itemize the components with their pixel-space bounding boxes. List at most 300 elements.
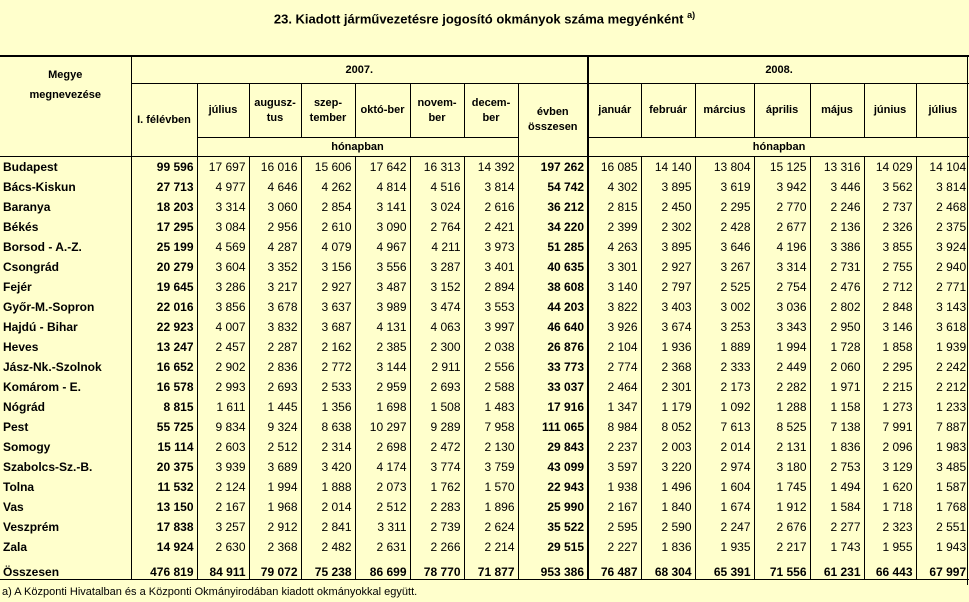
header-2008-month: május [810, 84, 864, 138]
value-cell: 1 955 [864, 537, 916, 557]
value-cell: 16 578 [131, 377, 197, 397]
value-cell: 13 316 [810, 157, 864, 178]
value-cell: 1 587 [916, 477, 969, 497]
value-cell: 1 768 [916, 497, 969, 517]
value-cell: 33 773 [518, 357, 588, 377]
value-cell: 2 300 [410, 337, 464, 357]
value-cell: 2 124 [197, 477, 249, 497]
value-cell: 1 971 [810, 377, 864, 397]
value-cell: 3 311 [355, 517, 410, 537]
value-cell: 1 896 [464, 497, 518, 517]
county-name-cell: Összesen [0, 557, 131, 580]
value-cell: 17 642 [355, 157, 410, 178]
value-cell: 3 090 [355, 217, 410, 237]
value-cell: 1 356 [301, 397, 355, 417]
value-cell: 2 173 [695, 377, 754, 397]
value-cell: 16 652 [131, 357, 197, 377]
value-cell: 2 512 [355, 497, 410, 517]
value-cell: 1 994 [754, 337, 810, 357]
table-header [0, 56, 969, 157]
table-row [0, 317, 969, 337]
value-cell: 2 326 [864, 217, 916, 237]
value-cell: 1 836 [641, 537, 695, 557]
value-cell: 3 314 [754, 257, 810, 277]
value-cell: 16 313 [410, 157, 464, 178]
value-cell: 2 693 [410, 377, 464, 397]
value-cell: 3 619 [695, 177, 754, 197]
value-cell: 67 997 [916, 557, 969, 580]
value-cell: 2 096 [864, 437, 916, 457]
table-row [0, 537, 969, 557]
value-cell: 2 421 [464, 217, 518, 237]
value-cell: 2 136 [810, 217, 864, 237]
value-cell: 2 677 [754, 217, 810, 237]
value-cell: 2 162 [301, 337, 355, 357]
value-cell: 17 697 [197, 157, 249, 178]
county-name-cell: Győr-M.-Sopron [3, 300, 95, 314]
value-cell: 2 616 [464, 197, 518, 217]
title-text: 23. Kiadott járművezetésre jogosító okmányok száma megyénként [273, 11, 684, 27]
value-cell: 2 772 [301, 357, 355, 377]
value-cell: 1 179 [641, 397, 695, 417]
value-cell: 3 129 [864, 457, 916, 477]
value-cell: 17 916 [518, 397, 588, 417]
value-cell: 3 343 [754, 317, 810, 337]
value-cell: 20 279 [131, 257, 197, 277]
county-name-cell: Vas [3, 500, 24, 514]
value-cell: 2 038 [464, 337, 518, 357]
value-cell: 2 912 [249, 517, 301, 537]
value-cell: 16 085 [588, 157, 641, 178]
value-cell: 17 295 [131, 217, 197, 237]
county-name-cell: Pest [3, 420, 29, 434]
value-cell: 1 983 [916, 437, 969, 457]
value-cell: 1 508 [410, 397, 464, 417]
value-cell: 13 247 [131, 337, 197, 357]
value-cell: 2 698 [355, 437, 410, 457]
value-cell: 29 515 [518, 537, 588, 557]
value-cell: 3 352 [249, 257, 301, 277]
value-cell: 111 065 [518, 417, 588, 437]
value-cell: 4 174 [355, 457, 410, 477]
table-row [0, 177, 969, 197]
value-cell: 2 003 [641, 437, 695, 457]
value-cell: 4 196 [754, 237, 810, 257]
header-megye-line1: Megye [48, 69, 83, 81]
table-row [0, 297, 969, 317]
value-cell: 15 114 [131, 437, 197, 457]
value-cell: 2 841 [301, 517, 355, 537]
value-cell: 1 273 [864, 397, 916, 417]
value-cell: 1 840 [641, 497, 695, 517]
value-cell: 3 143 [916, 297, 969, 317]
value-cell: 2 399 [588, 217, 641, 237]
value-cell: 29 843 [518, 437, 588, 457]
value-cell: 10 297 [355, 417, 410, 437]
value-cell: 2 449 [754, 357, 810, 377]
value-cell: 4 516 [410, 177, 464, 197]
value-cell: 1 939 [916, 337, 969, 357]
value-cell: 2 242 [916, 357, 969, 377]
value-cell: 2 588 [464, 377, 518, 397]
county-name-cell: Békés [3, 220, 39, 234]
value-cell: 2 468 [916, 197, 969, 217]
value-cell: 2 764 [410, 217, 464, 237]
value-cell: 3 485 [916, 457, 969, 477]
header-honapban-2007: hónapban [197, 138, 518, 157]
county-name-cell: Somogy [3, 440, 51, 454]
value-cell: 61 231 [810, 557, 864, 580]
header-2008-month: február [641, 84, 695, 138]
value-cell: 1 762 [410, 477, 464, 497]
value-cell: 8 815 [131, 397, 197, 417]
table-row [0, 457, 969, 477]
value-cell: 15 606 [301, 157, 355, 178]
value-cell: 3 487 [355, 277, 410, 297]
value-cell: 1 888 [301, 477, 355, 497]
value-cell: 1 445 [249, 397, 301, 417]
value-cell: 3 822 [588, 297, 641, 317]
value-cell: 3 314 [197, 197, 249, 217]
header-year-2007: 2007. [131, 56, 588, 84]
table-row [0, 517, 969, 537]
value-cell: 8 052 [641, 417, 695, 437]
value-cell: 2 956 [249, 217, 301, 237]
value-cell: 3 939 [197, 457, 249, 477]
table-row [0, 277, 969, 297]
value-cell: 2 754 [754, 277, 810, 297]
value-cell: 13 804 [695, 157, 754, 178]
value-cell: 2 631 [355, 537, 410, 557]
value-cell: 3 156 [301, 257, 355, 277]
value-cell: 3 446 [810, 177, 864, 197]
value-cell: 3 060 [249, 197, 301, 217]
value-cell: 25 199 [131, 237, 197, 257]
value-cell: 3 152 [410, 277, 464, 297]
value-cell: 2 974 [695, 457, 754, 477]
value-cell: 4 569 [197, 237, 249, 257]
value-cell: 35 522 [518, 517, 588, 537]
value-cell: 7 991 [864, 417, 916, 437]
value-cell: 1 912 [754, 497, 810, 517]
value-cell: 2 595 [588, 517, 641, 537]
value-cell: 3 220 [641, 457, 695, 477]
value-cell: 2 014 [695, 437, 754, 457]
value-cell: 22 923 [131, 317, 197, 337]
value-cell: 2 464 [588, 377, 641, 397]
value-cell: 2 333 [695, 357, 754, 377]
table-row [0, 357, 969, 377]
table-title [0, 10, 969, 26]
value-cell: 3 140 [588, 277, 641, 297]
county-name-cell: Budapest [3, 160, 58, 174]
value-cell: 2 676 [754, 517, 810, 537]
table-row [0, 217, 969, 237]
county-name-cell: Zala [3, 540, 28, 554]
value-cell: 2 215 [864, 377, 916, 397]
data-table [0, 55, 969, 580]
value-cell: 3 856 [197, 297, 249, 317]
table-row [0, 257, 969, 277]
county-name-cell: Borsod - A.-Z. [3, 240, 82, 254]
value-cell: 4 814 [355, 177, 410, 197]
value-cell: 1 288 [754, 397, 810, 417]
value-cell: 3 420 [301, 457, 355, 477]
value-cell: 27 713 [131, 177, 197, 197]
table-row [0, 377, 969, 397]
value-cell: 11 532 [131, 477, 197, 497]
value-cell: 1 347 [588, 397, 641, 417]
value-cell: 38 608 [518, 277, 588, 297]
value-cell: 3 814 [464, 177, 518, 197]
value-cell: 71 877 [464, 557, 518, 580]
value-cell: 3 401 [464, 257, 518, 277]
value-cell: 2 104 [588, 337, 641, 357]
value-cell: 2 368 [641, 357, 695, 377]
value-cell: 9 289 [410, 417, 464, 437]
value-cell: 1 496 [641, 477, 695, 497]
value-cell: 2 167 [197, 497, 249, 517]
value-cell: 2 450 [641, 197, 695, 217]
value-cell: 1 943 [916, 537, 969, 557]
value-cell: 3 926 [588, 317, 641, 337]
value-cell: 3 267 [695, 257, 754, 277]
value-cell: 3 553 [464, 297, 518, 317]
value-cell: 78 770 [410, 557, 464, 580]
value-cell: 4 079 [301, 237, 355, 257]
table-body [0, 157, 969, 580]
value-cell: 79 072 [249, 557, 301, 580]
value-cell: 3 597 [588, 457, 641, 477]
value-cell: 2 610 [301, 217, 355, 237]
value-cell: 7 138 [810, 417, 864, 437]
county-name-cell: Szabolcs-Sz.-B. [3, 460, 93, 474]
value-cell: 2 428 [695, 217, 754, 237]
value-cell: 15 125 [754, 157, 810, 178]
value-cell: 1 728 [810, 337, 864, 357]
value-cell: 4 967 [355, 237, 410, 257]
value-cell: 46 640 [518, 317, 588, 337]
header-evben-osszesen: évben összesen [518, 84, 588, 157]
value-cell: 2 590 [641, 517, 695, 537]
value-cell: 3 253 [695, 317, 754, 337]
value-cell: 54 742 [518, 177, 588, 197]
value-cell: 1 938 [588, 477, 641, 497]
table-row [0, 497, 969, 517]
value-cell: 2 753 [810, 457, 864, 477]
value-cell: 1 611 [197, 397, 249, 417]
value-cell: 3 973 [464, 237, 518, 257]
value-cell: 1 092 [695, 397, 754, 417]
value-cell: 4 211 [410, 237, 464, 257]
value-cell: 3 217 [249, 277, 301, 297]
value-cell: 8 984 [588, 417, 641, 437]
value-cell: 2 770 [754, 197, 810, 217]
value-cell: 7 887 [916, 417, 969, 437]
value-cell: 3 774 [410, 457, 464, 477]
value-cell: 2 797 [641, 277, 695, 297]
value-cell: 2 624 [464, 517, 518, 537]
value-cell: 2 533 [301, 377, 355, 397]
value-cell: 3 618 [916, 317, 969, 337]
value-cell: 197 262 [518, 157, 588, 178]
value-cell: 3 257 [197, 517, 249, 537]
value-cell: 2 894 [464, 277, 518, 297]
value-cell: 2 774 [588, 357, 641, 377]
value-cell: 2 237 [588, 437, 641, 457]
value-cell: 2 472 [410, 437, 464, 457]
value-cell: 7 613 [695, 417, 754, 437]
value-cell: 2 815 [588, 197, 641, 217]
value-cell: 2 287 [249, 337, 301, 357]
value-cell: 44 203 [518, 297, 588, 317]
value-cell: 2 283 [410, 497, 464, 517]
value-cell: 3 301 [588, 257, 641, 277]
value-cell: 1 570 [464, 477, 518, 497]
value-cell: 3 814 [916, 177, 969, 197]
value-cell: 1 745 [754, 477, 810, 497]
value-cell: 2 301 [641, 377, 695, 397]
value-cell: 3 144 [355, 357, 410, 377]
county-name-cell: Bács-Kiskun [3, 180, 76, 194]
value-cell: 1 483 [464, 397, 518, 417]
value-cell: 3 689 [249, 457, 301, 477]
value-cell: 2 131 [754, 437, 810, 457]
value-cell: 3 759 [464, 457, 518, 477]
value-cell: 14 392 [464, 157, 518, 178]
header-2007-month: decem-ber [464, 84, 518, 138]
value-cell: 2 771 [916, 277, 969, 297]
value-cell: 51 285 [518, 237, 588, 257]
header-2007-month: novem-ber [410, 84, 464, 138]
value-cell: 36 212 [518, 197, 588, 217]
table-row [0, 417, 969, 437]
value-cell: 3 687 [301, 317, 355, 337]
header-2007-month: augusz-tus [249, 84, 301, 138]
value-cell: 2 385 [355, 337, 410, 357]
value-cell: 3 024 [410, 197, 464, 217]
value-cell: 1 968 [249, 497, 301, 517]
value-cell: 4 977 [197, 177, 249, 197]
value-cell: 4 287 [249, 237, 301, 257]
county-name-cell: Komárom - E. [3, 380, 82, 394]
value-cell: 476 819 [131, 557, 197, 580]
table-row [0, 337, 969, 357]
header-2008-month: április [754, 84, 810, 138]
value-cell: 2 227 [588, 537, 641, 557]
value-cell: 2 457 [197, 337, 249, 357]
header-megye-line2: megnevezése [29, 89, 102, 101]
value-cell: 2 368 [249, 537, 301, 557]
value-cell: 3 646 [695, 237, 754, 257]
value-cell: 2 927 [641, 257, 695, 277]
value-cell: 76 487 [588, 557, 641, 580]
county-name-cell: Heves [3, 340, 39, 354]
value-cell: 25 990 [518, 497, 588, 517]
header-2008-month: július [916, 84, 969, 138]
value-cell: 2 295 [695, 197, 754, 217]
value-cell: 9 834 [197, 417, 249, 437]
value-cell: 99 596 [131, 157, 197, 178]
value-cell: 2 476 [810, 277, 864, 297]
value-cell: 33 037 [518, 377, 588, 397]
value-cell: 2 739 [410, 517, 464, 537]
value-cell: 4 262 [301, 177, 355, 197]
value-cell: 40 635 [518, 257, 588, 277]
value-cell: 26 876 [518, 337, 588, 357]
value-cell: 9 324 [249, 417, 301, 437]
value-cell: 84 911 [197, 557, 249, 580]
value-cell: 4 131 [355, 317, 410, 337]
table-row [0, 197, 969, 217]
value-cell: 1 718 [864, 497, 916, 517]
value-cell: 2 712 [864, 277, 916, 297]
footnote: a) A Központi Hivatalban és a Központi Okmányirodában kiadott okmányokkal együtt. [2, 586, 418, 598]
value-cell: 71 556 [754, 557, 810, 580]
value-cell: 2 247 [695, 517, 754, 537]
value-cell: 7 958 [464, 417, 518, 437]
value-cell: 1 858 [864, 337, 916, 357]
value-cell: 2 014 [301, 497, 355, 517]
value-cell: 3 832 [249, 317, 301, 337]
value-cell: 14 104 [916, 157, 969, 178]
value-cell: 2 217 [754, 537, 810, 557]
value-cell: 3 556 [355, 257, 410, 277]
value-cell: 1 674 [695, 497, 754, 517]
value-cell: 20 375 [131, 457, 197, 477]
county-name-cell: Csongrád [3, 260, 60, 274]
county-name-cell: Hajdú - Bihar [3, 320, 78, 334]
value-cell: 3 287 [410, 257, 464, 277]
value-cell: 1 604 [695, 477, 754, 497]
value-cell: 2 911 [410, 357, 464, 377]
value-cell: 2 314 [301, 437, 355, 457]
value-cell: 2 167 [588, 497, 641, 517]
value-cell: 3 855 [864, 237, 916, 257]
value-cell: 3 286 [197, 277, 249, 297]
value-cell: 3 180 [754, 457, 810, 477]
right-border-line [967, 55, 968, 585]
value-cell: 2 551 [916, 517, 969, 537]
county-name-cell: Veszprém [3, 520, 60, 534]
county-name-cell: Nógrád [3, 400, 45, 414]
value-cell: 65 391 [695, 557, 754, 580]
value-cell: 18 203 [131, 197, 197, 217]
value-cell: 75 238 [301, 557, 355, 580]
value-cell: 3 386 [810, 237, 864, 257]
value-cell: 19 645 [131, 277, 197, 297]
value-cell: 2 130 [464, 437, 518, 457]
value-cell: 3 924 [916, 237, 969, 257]
value-cell: 3 146 [864, 317, 916, 337]
value-cell: 2 959 [355, 377, 410, 397]
value-cell: 22 016 [131, 297, 197, 317]
value-cell: 14 140 [641, 157, 695, 178]
title-footnote-mark: a) [687, 10, 696, 20]
value-cell: 43 099 [518, 457, 588, 477]
value-cell: 3 895 [641, 177, 695, 197]
value-cell: 4 646 [249, 177, 301, 197]
value-cell: 3 141 [355, 197, 410, 217]
total-row [0, 557, 969, 580]
value-cell: 1 233 [916, 397, 969, 417]
value-cell: 3 942 [754, 177, 810, 197]
value-cell: 4 263 [588, 237, 641, 257]
value-cell: 34 220 [518, 217, 588, 237]
value-cell: 3 036 [754, 297, 810, 317]
value-cell: 3 678 [249, 297, 301, 317]
value-cell: 2 556 [464, 357, 518, 377]
